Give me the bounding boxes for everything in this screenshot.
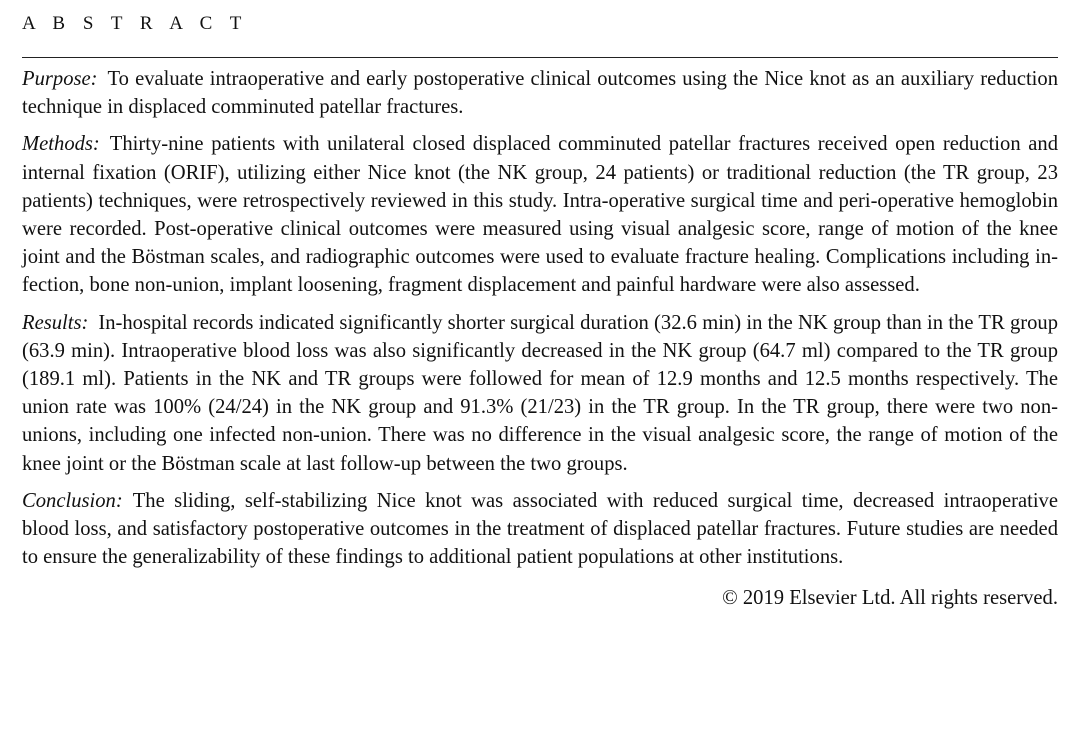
abstract-block [22, 0, 1058, 612]
conclusion-text: The sliding, self-stabilizing Nice knot was associated with reduced surgical time, decreased intraoperative blood loss, and satisfactory postoperative outcomes in the treatment of displaced patellar fractures. Future studies are needed to ensure the generalizability of these findings to additional patient populations at other institutions. [22, 489, 1058, 569]
conclusion-label: Conclusion: [22, 489, 123, 512]
methods-label: Methods: [22, 133, 100, 156]
methods-paragraph [22, 130, 1058, 299]
results-paragraph [22, 309, 1058, 478]
purpose-paragraph [22, 65, 1058, 121]
heading-divider [22, 57, 1058, 58]
copyright-notice: © 2019 Elsevier Ltd. All rights reserved. [722, 587, 1058, 610]
abstract-heading: A B S T R A C T [22, 13, 248, 34]
methods-text: Thirty-nine patients with unilateral closed displaced comminuted patellar fractures received open reduction and internal fixation (ORIF), utilizing either Nice knot (the NK group, 24 patients) or traditional reduction (the TR group, 23 patients) techniques, were retrospectively reviewed in this study. Intra-operative surgical time and peri-operative hemoglobin were recorded. Post-operative clinical outcomes were measured using visual analgesic score, range of motion of the knee joint and the Böstman scales, and radiographic outcomes were used to evaluate fracture healing. Complications including infection, bone non-union, implant loosening, fragment displacement and painful hardware were also assessed. [22, 133, 1058, 297]
results-text: In-hospital records indicated significantly shorter surgical duration (32.6 min) in the NK group than in the TR group (63.9 min). Intraoperative blood loss was also significantly decreased in the NK group (64.7 ml) compared to the TR group (189.1 ml). Patients in the NK and TR groups were followed for mean of 12.9 months and 12.5 months respectively. The union rate was 100% (24/24) in the NK group and 91.3% (21/23) in the TR group. In the TR group, there were two non-unions, including one infected non-union. There was no difference in the visual analgesic score, the range of motion of the knee joint or the Böstman scale at last follow-up between the two groups. [22, 311, 1058, 475]
purpose-label: Purpose: [22, 68, 98, 90]
conclusion-paragraph [22, 487, 1058, 572]
results-label: Results: [22, 311, 89, 334]
purpose-text: To evaluate intraoperative and early postoperative clinical outcomes using the Nice knot as an auxiliary reduction technique in displaced comminuted patellar fractures. [22, 68, 1058, 119]
